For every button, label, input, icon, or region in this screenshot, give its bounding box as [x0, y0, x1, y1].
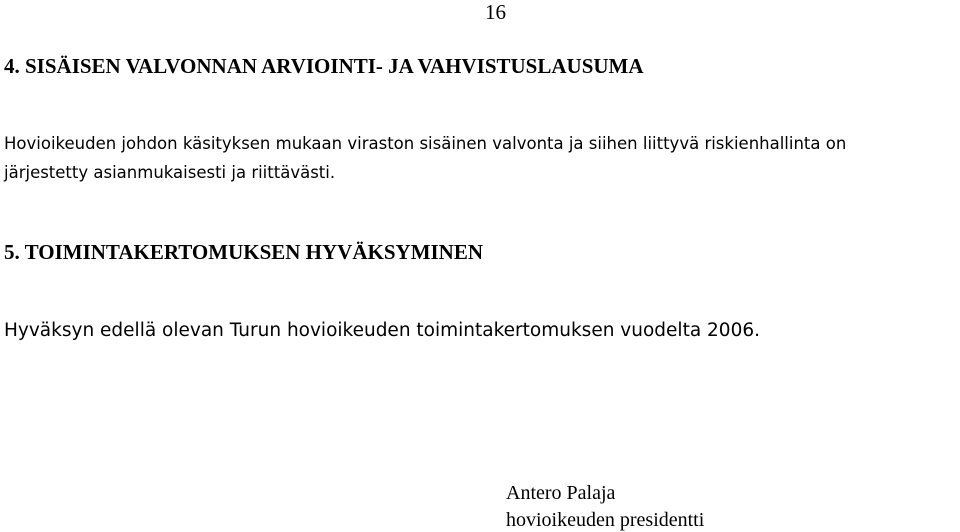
section-4-heading: 4. SISÄISEN VALVONNAN ARVIOINTI- JA VAHVISTUSLAUSUMA: [4, 54, 644, 78]
signature-name: Antero Palaja: [506, 482, 616, 504]
section-4-paragraph-line-1: Hovioikeuden johdon käsityksen mukaan viraston sisäinen valvonta ja siihen liittyvä riskienhallinta on: [4, 134, 847, 153]
signature-title: hovioikeuden presidentti: [506, 509, 705, 531]
section-4-paragraph-line-2: järjestetty asianmukaisesti ja riittävästi.: [4, 163, 336, 182]
section-5-paragraph: Hyväksyn edellä olevan Turun hovioikeuden toimintakertomuksen vuodelta 2006.: [4, 320, 760, 341]
section-5-heading: 5. TOIMINTAKERTOMUKSEN HYVÄKSYMINEN: [4, 240, 484, 264]
page-number: 16: [485, 0, 506, 24]
